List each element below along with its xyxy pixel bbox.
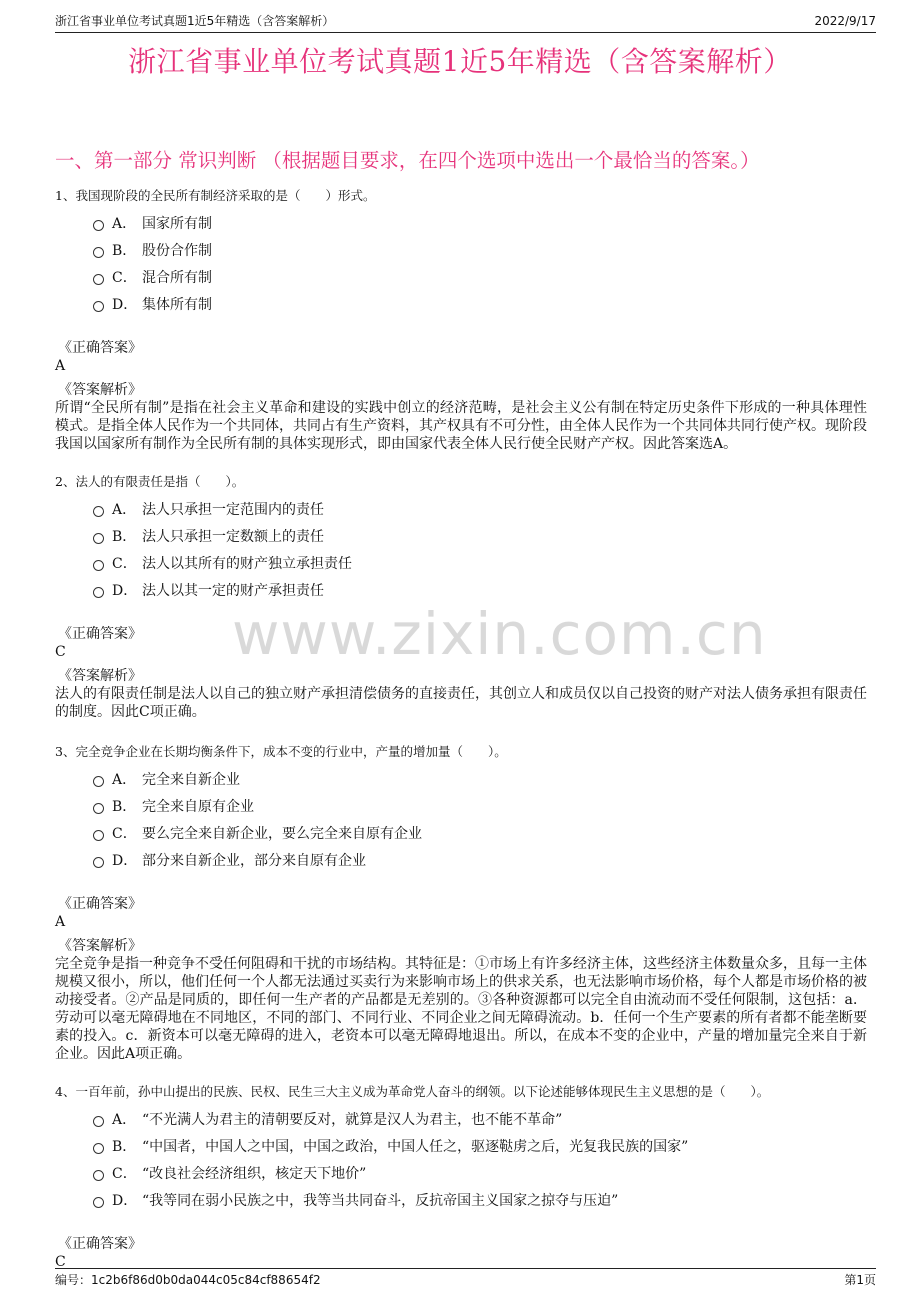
radio-icon[interactable] [93, 803, 104, 814]
option-text: 法人只承担一定数额上的责任 [142, 528, 324, 545]
analysis-text: 所谓“全民所有制”是指在社会主义革命和建设的实践中创立的经济范畴，是社会主义公有制在特定历史条件下形成的一种具体理性模式。是指全体人民作为一个共同体，共同占有生产资料，其产权具有不可分性，由全体人民作为一个共同体共同行使产权。现阶段我国以国家所有制作为全民所有制的具体实现形式，即由国家代表全体人民行使全民财产产权。因此答案选A。 [55, 400, 867, 452]
option-d[interactable] [93, 846, 867, 873]
header-doc-name: 浙江省事业单位考试真题1近5年精选（含答案解析） [55, 14, 335, 28]
option-a[interactable] [93, 1105, 867, 1132]
header-date: 2022/9/17 [814, 14, 876, 28]
document-code: 编号：1c2b6f86d0b0da044c05c84cf88654f2 [55, 1273, 321, 1287]
radio-icon[interactable] [93, 1170, 104, 1181]
analysis-text: 法人的有限责任制是法人以自己的独立财产承担清偿债务的直接责任，其创立人和成员仅以自己投资的财产对法人债务承担有限责任的制度。因此C项正确。 [55, 686, 867, 720]
document-title: 浙江省事业单位考试真题1近5年精选（含答案解析） [128, 45, 792, 78]
watermark: www.zixin.com.cn [232, 600, 767, 668]
radio-icon[interactable] [93, 274, 104, 285]
option-a[interactable] [93, 495, 867, 522]
option-b[interactable] [93, 792, 867, 819]
section-heading: 一、第一部分 常识判断 （根据题目要求，在四个选项中选出一个最恰当的答案。） [55, 149, 760, 172]
option-text: 要么完全来自新企业，要么完全来自原有企业 [142, 825, 422, 842]
option-letter: C． [112, 825, 137, 842]
radio-icon[interactable] [93, 1143, 104, 1154]
option-letter: C． [112, 555, 137, 572]
option-letter: A． [112, 501, 137, 518]
option-list [93, 1105, 867, 1213]
answer-block [55, 339, 867, 453]
option-letter: A． [112, 771, 137, 788]
option-text: 混合所有制 [142, 269, 212, 286]
radio-icon[interactable] [93, 247, 104, 258]
option-b[interactable] [93, 522, 867, 549]
option-letter: B． [112, 1138, 137, 1155]
correct-answer-label: 《正确答案》 [58, 340, 142, 356]
option-text: 法人只承担一定范围内的责任 [142, 501, 324, 518]
option-text: 部分来自新企业，部分来自原有企业 [142, 852, 366, 869]
question-2 [55, 473, 867, 721]
option-text: “不光满人为君主的清朝要反对，就算是汉人为君主，也不能不革命” [142, 1111, 563, 1128]
question-stem: 4、一百年前，孙中山提出的民族、民权、民生三大主义成为革命党人奋斗的纲领。以下论述能够体现民生主义思想的是（ ）。 [55, 1084, 770, 1099]
radio-icon[interactable] [93, 533, 104, 544]
option-letter: D． [112, 582, 138, 599]
radio-icon[interactable] [93, 830, 104, 841]
radio-icon[interactable] [93, 587, 104, 598]
question-list [55, 187, 867, 1283]
correct-answer-label: 《正确答案》 [58, 1236, 142, 1252]
option-text: 法人以其一定的财产承担责任 [142, 582, 324, 599]
answer-block [55, 625, 867, 721]
option-a[interactable] [93, 209, 867, 236]
option-text: 集体所有制 [142, 296, 212, 313]
option-c[interactable] [93, 263, 867, 290]
correct-answer: C [55, 644, 66, 660]
analysis-label: 《答案解析》 [58, 938, 142, 954]
option-c[interactable] [93, 549, 867, 576]
analysis-text: 完全竞争是指一种竞争不受任何阻碍和干扰的市场结构。其特征是：①市场上有许多经济主体，这些经济主体数量众多，且每一主体规模又很小，所以，他们任何一个人都无法通过买卖行为来影响市场上的供求关系，也无法影响市场价格，每个人都是市场价格的被动接受者。②产品是同质的，即任何一生产者的产品都是无差别的。③各种资源都可以完全自由流动而不受任何限制，这包括：a．劳动可以毫无障碍地在不同地区，不同的部门、不同行业、不同企业之间无障碍流动。b．任何一个生产要素的所有者都不能垄断要素的投入。c．新资本可以毫无障碍的进入，老资本可以毫无障碍地退出。所以，在成本不变的企业中，产量的增加量完全来自于新企业。因此A项正确。 [55, 956, 867, 1062]
correct-answer: A [55, 358, 66, 374]
correct-answer-label: 《正确答案》 [58, 896, 142, 912]
page-number: 第1页 [844, 1273, 876, 1287]
correct-answer: A [55, 914, 66, 930]
option-text: “改良社会经济组织，核定天下地价” [142, 1165, 367, 1182]
option-text: 完全来自新企业 [142, 771, 240, 788]
option-letter: C． [112, 1165, 137, 1182]
option-b[interactable] [93, 236, 867, 263]
option-letter: C． [112, 269, 137, 286]
question-stem: 2、法人的有限责任是指（ ）。 [55, 474, 245, 489]
option-letter: A． [112, 215, 137, 232]
option-list [93, 495, 867, 603]
analysis-label: 《答案解析》 [58, 382, 142, 398]
radio-icon[interactable] [93, 506, 104, 517]
option-d[interactable] [93, 290, 867, 317]
radio-icon[interactable] [93, 1116, 104, 1127]
radio-icon[interactable] [93, 857, 104, 868]
radio-icon[interactable] [93, 1197, 104, 1208]
question-stem: 3、完全竞争企业在长期均衡条件下，成本不变的行业中，产量的增加量（ ）。 [55, 744, 507, 759]
option-text: 完全来自原有企业 [142, 798, 254, 815]
option-list [93, 209, 867, 317]
option-letter: B． [112, 798, 137, 815]
radio-icon[interactable] [93, 560, 104, 571]
option-text: 法人以其所有的财产独立承担责任 [142, 555, 352, 572]
option-d[interactable] [93, 1186, 867, 1213]
option-c[interactable] [93, 1159, 867, 1186]
option-text: “我等同在弱小民族之中，我等当共同奋斗，反抗帝国主义国家之掠夺与压迫” [142, 1192, 619, 1209]
option-letter: B． [112, 242, 137, 259]
option-b[interactable] [93, 1132, 867, 1159]
correct-answer-label: 《正确答案》 [58, 626, 142, 642]
analysis-label: 《答案解析》 [58, 668, 142, 684]
option-text: 国家所有制 [142, 215, 212, 232]
option-c[interactable] [93, 819, 867, 846]
question-1 [55, 187, 867, 453]
option-d[interactable] [93, 576, 867, 603]
correct-answer: C [55, 1254, 66, 1270]
page-header [55, 10, 876, 33]
option-list [93, 765, 867, 873]
radio-icon[interactable] [93, 220, 104, 231]
option-letter: D． [112, 296, 138, 313]
page-footer [55, 1268, 876, 1291]
option-a[interactable] [93, 765, 867, 792]
answer-block [55, 895, 867, 1063]
answer-block [55, 1235, 867, 1271]
question-4 [55, 1083, 867, 1271]
radio-icon[interactable] [93, 776, 104, 787]
option-letter: A． [112, 1111, 137, 1128]
option-letter: D． [112, 1192, 138, 1209]
option-letter: B． [112, 528, 137, 545]
radio-icon[interactable] [93, 301, 104, 312]
option-letter: D． [112, 852, 138, 869]
option-text: 股份合作制 [142, 242, 212, 259]
option-text: “中国者，中国人之中国，中国之政治，中国人任之，驱逐鞑虏之后，光复我民族的国家” [142, 1138, 689, 1155]
question-stem: 1、我国现阶段的全民所有制经济采取的是（ ）形式。 [55, 188, 376, 203]
question-3 [55, 743, 867, 1063]
